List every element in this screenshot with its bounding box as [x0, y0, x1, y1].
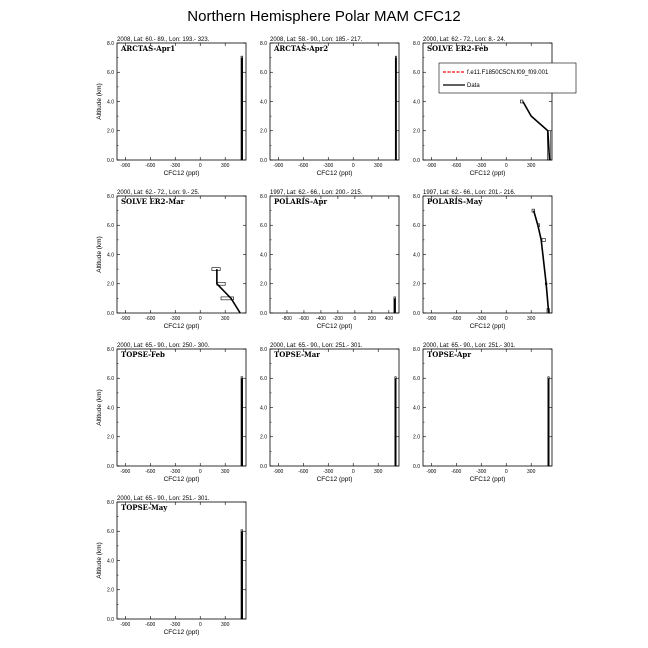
x-tick-label: -600	[145, 622, 156, 628]
panel-3	[413, 37, 576, 177]
x-tick-label: 0	[198, 622, 202, 628]
y-tick-label: 2.0	[413, 434, 420, 441]
range-box	[520, 100, 522, 103]
panel-5	[260, 190, 399, 330]
x-axis-label: CFC12 (ppt)	[469, 170, 506, 177]
x-tick-label: -600	[145, 469, 156, 475]
x-axis-label: CFC12 (ppt)	[163, 170, 200, 177]
y-tick-label: 6.0	[260, 223, 267, 230]
x-tick-label: -300	[170, 469, 181, 475]
x-tick-label: 0	[353, 316, 357, 322]
x-tick-label: -300	[170, 622, 181, 628]
y-tick-label: 4.0	[107, 558, 114, 565]
x-tick-label: -300	[170, 163, 181, 169]
y-tick-label: 0.0	[107, 616, 114, 623]
y-tick-label: 0.0	[260, 310, 267, 317]
y-tick-label: 0.0	[260, 157, 267, 164]
y-tick-label: 6.0	[413, 70, 420, 77]
x-tick-label: 0	[504, 469, 508, 475]
plot-frame	[270, 349, 399, 466]
x-tick-label: 300	[374, 163, 383, 169]
y-tick-label: 4.0	[107, 99, 114, 106]
x-tick-label: -600	[451, 469, 462, 475]
y-tick-label: 8.0	[260, 40, 267, 47]
y-tick-label: 0.0	[107, 157, 114, 164]
y-tick-label: 8.0	[260, 193, 267, 200]
panel-info: 1997, Lat: 62.- 66., Lon: 200.- 215.	[270, 190, 363, 196]
x-axis-label: CFC12 (ppt)	[469, 323, 506, 330]
y-tick-label: 6.0	[413, 376, 420, 383]
x-tick-label: -800	[281, 316, 292, 322]
y-tick-label: 8.0	[413, 193, 420, 200]
y-tick-label: 6.0	[260, 70, 267, 77]
x-tick-label: -900	[120, 316, 131, 322]
x-tick-label: -600	[145, 316, 156, 322]
figure-title: Northern Hemisphere Polar MAM CFC12	[187, 8, 461, 25]
y-tick-label: 4.0	[413, 99, 420, 106]
y-tick-label: 8.0	[413, 346, 420, 353]
data-line	[523, 102, 550, 161]
range-box	[542, 238, 545, 241]
panel-label: ARCTAS-Apr2	[274, 44, 329, 53]
legend	[439, 63, 576, 93]
x-tick-label: -200	[332, 316, 343, 322]
y-tick-label: 8.0	[107, 346, 114, 353]
x-tick-label: -900	[120, 622, 131, 628]
plot-frame	[270, 196, 399, 313]
panel-1	[96, 37, 246, 177]
x-tick-label: 0	[198, 163, 202, 169]
y-tick-label: 4.0	[107, 405, 114, 412]
y-tick-label: 2.0	[107, 128, 114, 135]
x-tick-label: -300	[476, 316, 487, 322]
panel-label: TOPSE-Apr	[427, 350, 472, 359]
y-tick-label: 2.0	[413, 281, 420, 288]
x-tick-label: -900	[273, 163, 284, 169]
y-tick-label: 0.0	[413, 463, 420, 470]
x-tick-label: 200	[367, 316, 377, 322]
x-tick-label: -900	[120, 469, 131, 475]
y-tick-label: 0.0	[107, 310, 114, 317]
panel-info: 1997, Lat: 62.- 66., Lon: 201.- 216.	[423, 190, 516, 196]
y-axis-label: Altitude (km)	[96, 389, 103, 426]
x-tick-label: -900	[426, 469, 437, 475]
y-tick-label: 0.0	[413, 157, 420, 164]
x-tick-label: -600	[145, 163, 156, 169]
panel-10	[96, 496, 246, 636]
x-tick-label: -600	[451, 316, 462, 322]
panel-label: TOPSE-Mar	[274, 350, 320, 359]
panel-label: POLARIS-Apr	[274, 197, 328, 206]
legend-label: f.e11.F1850C5CN.f09_f09.001	[467, 70, 549, 76]
y-tick-label: 4.0	[413, 405, 420, 412]
x-tick-label: 300	[221, 163, 230, 169]
x-tick-label: 0	[198, 316, 202, 322]
panel-info: 2000, Lat: 62.- 72., Lon: 8.- 24.	[423, 37, 506, 43]
panel-8	[260, 343, 399, 483]
x-tick-label: 0	[504, 163, 508, 169]
x-axis-label: CFC12 (ppt)	[163, 476, 200, 483]
plot-frame	[423, 43, 552, 160]
x-tick-label: -900	[426, 316, 437, 322]
legend-label: Data	[467, 83, 480, 89]
y-axis-label: Altitude (km)	[96, 236, 103, 273]
x-tick-label: -600	[298, 469, 309, 475]
panel-label: POLARIS-May	[427, 197, 483, 206]
x-axis-label: CFC12 (ppt)	[163, 629, 200, 636]
panel-info: 2000, Lat: 65.- 90., Lon: 251.- 301.	[423, 343, 516, 349]
x-tick-label: -400	[315, 316, 326, 322]
panel-6	[413, 190, 552, 330]
x-tick-label: -900	[273, 469, 284, 475]
plot-frame	[117, 349, 246, 466]
x-tick-label: -300	[323, 469, 334, 475]
y-axis-label: Altitude (km)	[96, 83, 103, 120]
x-tick-label: 300	[221, 622, 230, 628]
y-tick-label: 2.0	[413, 128, 420, 135]
x-axis-label: CFC12 (ppt)	[316, 476, 353, 483]
x-tick-label: 300	[374, 469, 383, 475]
x-tick-label: -900	[120, 163, 131, 169]
y-tick-label: 2.0	[260, 281, 267, 288]
panel-label: SOLVE ER2-Mar	[121, 197, 185, 206]
x-tick-label: 400	[384, 316, 393, 322]
y-tick-label: 0.0	[413, 310, 420, 317]
panel-info: 2000, Lat: 65.- 90., Lon: 250.- 300.	[117, 343, 210, 349]
x-tick-label: -600	[298, 316, 309, 322]
plot-frame	[117, 43, 246, 160]
x-tick-label: 0	[504, 316, 508, 322]
x-tick-label: 300	[527, 316, 536, 322]
y-tick-label: 6.0	[107, 529, 114, 536]
panel-info: 2000, Lat: 62.- 72., Lon: 9.- 25.	[117, 190, 200, 196]
panel-9	[413, 343, 552, 483]
x-tick-label: -600	[298, 163, 309, 169]
panel-label: ARCTAS-Apr1	[121, 44, 176, 53]
x-tick-label: -300	[476, 469, 487, 475]
x-tick-label: 300	[527, 469, 536, 475]
data-line	[217, 269, 240, 313]
y-tick-label: 8.0	[107, 499, 114, 506]
panel-2	[260, 37, 399, 177]
x-tick-label: -300	[170, 316, 181, 322]
x-axis-label: CFC12 (ppt)	[163, 323, 200, 330]
y-tick-label: 4.0	[260, 252, 267, 259]
y-tick-label: 6.0	[260, 376, 267, 383]
y-tick-label: 6.0	[413, 223, 420, 230]
y-tick-label: 2.0	[107, 587, 114, 594]
x-tick-label: 0	[198, 469, 202, 475]
x-tick-label: -900	[426, 163, 437, 169]
legend-box	[439, 63, 576, 93]
y-tick-label: 2.0	[260, 128, 267, 135]
x-tick-label: 300	[221, 316, 230, 322]
y-tick-label: 4.0	[413, 252, 420, 259]
y-tick-label: 8.0	[413, 40, 420, 47]
range-box	[212, 268, 220, 271]
y-tick-label: 4.0	[260, 99, 267, 106]
y-axis-label: Altitude (km)	[96, 542, 103, 579]
x-axis-label: CFC12 (ppt)	[316, 323, 353, 330]
panel-info: 2008, Lat: 60.- 89., Lon: 193.- 323.	[117, 37, 210, 43]
y-tick-label: 8.0	[260, 346, 267, 353]
x-tick-label: 0	[351, 163, 355, 169]
x-tick-label: -300	[476, 163, 487, 169]
plot-frame	[117, 502, 246, 619]
panel-7	[96, 343, 246, 483]
panel-label: TOPSE-May	[121, 503, 168, 512]
x-tick-label: 300	[527, 163, 536, 169]
x-tick-label: -600	[451, 163, 462, 169]
panel-info: 2000, Lat: 65.- 90., Lon: 251.- 301.	[270, 343, 363, 349]
data-line	[534, 211, 549, 313]
y-tick-label: 4.0	[107, 252, 114, 259]
panel-info: 2000, Lat: 65.- 90., Lon: 251.- 301.	[117, 496, 210, 502]
y-tick-label: 0.0	[107, 463, 114, 470]
panel-4	[96, 190, 246, 330]
y-tick-label: 6.0	[107, 70, 114, 77]
plot-frame	[270, 43, 399, 160]
x-tick-label: 0	[351, 469, 355, 475]
y-tick-label: 2.0	[260, 434, 267, 441]
y-tick-label: 6.0	[107, 376, 114, 383]
y-tick-label: 8.0	[107, 193, 114, 200]
y-tick-label: 6.0	[107, 223, 114, 230]
x-tick-label: -300	[323, 163, 334, 169]
plot-frame	[423, 196, 552, 313]
y-tick-label: 0.0	[260, 463, 267, 470]
plot-frame	[423, 349, 552, 466]
panel-info: 2008, Lat: 58.- 90., Lon: 185.- 217.	[270, 37, 363, 43]
y-tick-label: 2.0	[107, 281, 114, 288]
x-axis-label: CFC12 (ppt)	[316, 170, 353, 177]
y-tick-label: 8.0	[107, 40, 114, 47]
plot-frame	[117, 196, 246, 313]
y-tick-label: 4.0	[260, 405, 267, 412]
y-tick-label: 2.0	[107, 434, 114, 441]
x-tick-label: 300	[221, 469, 230, 475]
panel-label: TOPSE-Feb	[121, 350, 165, 359]
panel-label: SOLVE ER2-Feb	[427, 44, 489, 53]
x-axis-label: CFC12 (ppt)	[469, 476, 506, 483]
